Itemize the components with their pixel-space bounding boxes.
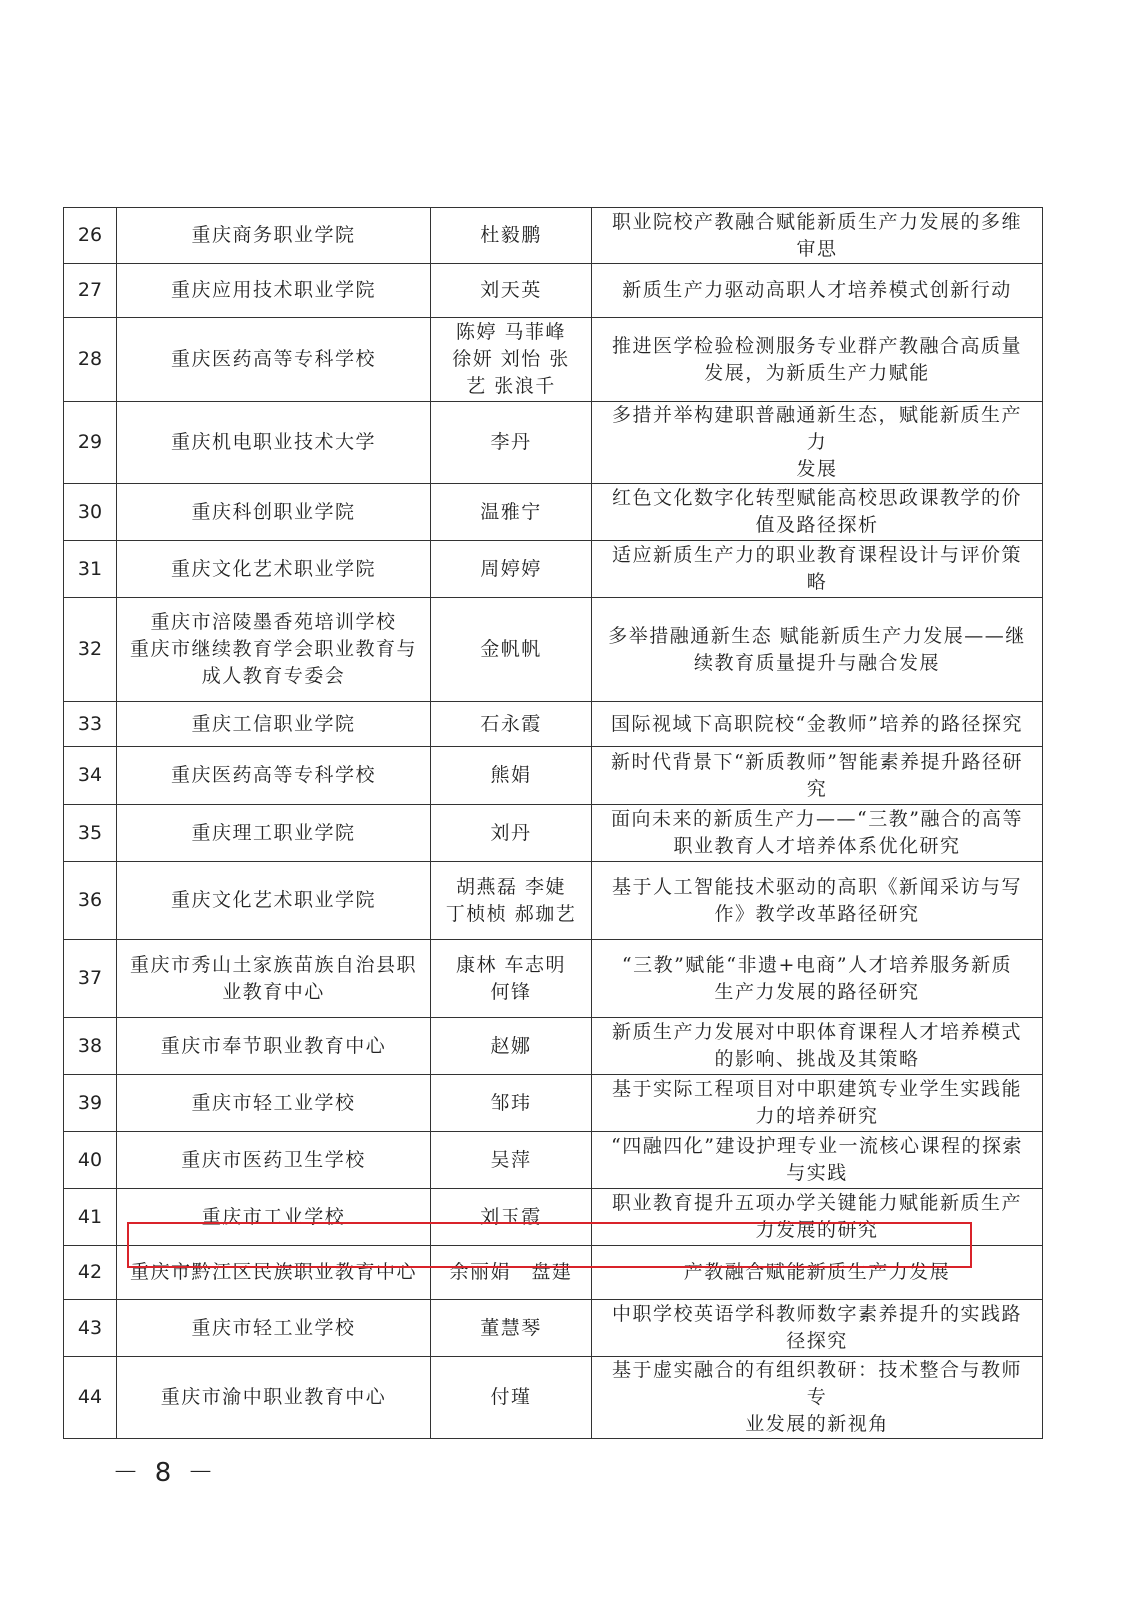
authors-cell: 陈婷 马菲峰 徐妍 刘怡 张 艺 张浪千 bbox=[431, 318, 592, 402]
table-row bbox=[64, 1300, 1043, 1357]
authors-cell: 董慧琴 bbox=[431, 1300, 592, 1357]
row-number-cell: 43 bbox=[64, 1300, 117, 1357]
row-number-cell: 38 bbox=[64, 1018, 117, 1075]
table-body bbox=[64, 208, 1043, 1439]
unit-cell: 重庆文化艺术职业学院 bbox=[117, 862, 431, 940]
unit-cell: 重庆市医药卫生学校 bbox=[117, 1132, 431, 1189]
authors-cell: 温雅宁 bbox=[431, 484, 592, 541]
authors-cell: 邹玮 bbox=[431, 1075, 592, 1132]
row-number-cell: 36 bbox=[64, 862, 117, 940]
authors-cell: 刘玉霞 bbox=[431, 1189, 592, 1246]
title-cell: 产教融合赋能新质生产力发展 bbox=[592, 1246, 1043, 1300]
table-row bbox=[64, 940, 1043, 1018]
table-row bbox=[64, 402, 1043, 484]
row-number-cell: 29 bbox=[64, 402, 117, 484]
table-row bbox=[64, 484, 1043, 541]
table-row bbox=[64, 1018, 1043, 1075]
row-number-cell: 27 bbox=[64, 264, 117, 318]
unit-cell: 重庆科创职业学院 bbox=[117, 484, 431, 541]
row-number-cell: 34 bbox=[64, 747, 117, 805]
table-row bbox=[64, 862, 1043, 940]
title-cell: 基于人工智能技术驱动的高职《新闻采访与写 作》教学改革路径研究 bbox=[592, 862, 1043, 940]
authors-cell: 康林 车志明 何锋 bbox=[431, 940, 592, 1018]
unit-cell: 重庆市轻工业学校 bbox=[117, 1075, 431, 1132]
award-list-table bbox=[63, 207, 1043, 1439]
unit-cell: 重庆医药高等专科学校 bbox=[117, 318, 431, 402]
row-number-cell: 26 bbox=[64, 208, 117, 264]
authors-cell: 杜毅鹏 bbox=[431, 208, 592, 264]
unit-cell: 重庆市黔江区民族职业教育中心 bbox=[117, 1246, 431, 1300]
title-cell: “三教”赋能“非遗+电商”人才培养服务新质 生产力发展的路径研究 bbox=[592, 940, 1043, 1018]
title-cell: 多措并举构建职普融通新生态，赋能新质生产力 发展 bbox=[592, 402, 1043, 484]
unit-cell: 重庆商务职业学院 bbox=[117, 208, 431, 264]
table-row bbox=[64, 1075, 1043, 1132]
row-number-cell: 42 bbox=[64, 1246, 117, 1300]
unit-cell: 重庆文化艺术职业学院 bbox=[117, 541, 431, 598]
title-cell: 职业教育提升五项办学关键能力赋能新质生产 力发展的研究 bbox=[592, 1189, 1043, 1246]
title-cell: 面向未来的新质生产力——“三教”融合的高等 职业教育人才培养体系优化研究 bbox=[592, 805, 1043, 862]
authors-cell: 石永霞 bbox=[431, 702, 592, 747]
table-row bbox=[64, 1189, 1043, 1246]
row-number-cell: 32 bbox=[64, 598, 117, 702]
title-cell: 新时代背景下“新质教师”智能素养提升路径研 究 bbox=[592, 747, 1043, 805]
title-cell: 多举措融通新生态 赋能新质生产力发展——继 续教育质量提升与融合发展 bbox=[592, 598, 1043, 702]
table-row bbox=[64, 318, 1043, 402]
unit-cell: 重庆市轻工业学校 bbox=[117, 1300, 431, 1357]
table-row bbox=[64, 747, 1043, 805]
unit-cell: 重庆市涪陵墨香苑培训学校 重庆市继续教育学会职业教育与 成人教育专委会 bbox=[117, 598, 431, 702]
row-number-cell: 31 bbox=[64, 541, 117, 598]
table-row bbox=[64, 541, 1043, 598]
unit-cell: 重庆市奉节职业教育中心 bbox=[117, 1018, 431, 1075]
table-row bbox=[64, 1357, 1043, 1439]
row-number-cell: 39 bbox=[64, 1075, 117, 1132]
table-row bbox=[64, 208, 1043, 264]
row-number-cell: 44 bbox=[64, 1357, 117, 1439]
title-cell: 红色文化数字化转型赋能高校思政课教学的价 值及路径探析 bbox=[592, 484, 1043, 541]
title-cell: 基于实际工程项目对中职建筑专业学生实践能 力的培养研究 bbox=[592, 1075, 1043, 1132]
authors-cell: 李丹 bbox=[431, 402, 592, 484]
title-cell: 推进医学检验检测服务专业群产教融合高质量 发展，为新质生产力赋能 bbox=[592, 318, 1043, 402]
authors-cell: 刘丹 bbox=[431, 805, 592, 862]
title-cell: “四融四化”建设护理专业一流核心课程的探索 与实践 bbox=[592, 1132, 1043, 1189]
row-number-cell: 40 bbox=[64, 1132, 117, 1189]
row-number-cell: 28 bbox=[64, 318, 117, 402]
unit-cell: 重庆应用技术职业学院 bbox=[117, 264, 431, 318]
table-row bbox=[64, 1246, 1043, 1300]
unit-cell: 重庆理工职业学院 bbox=[117, 805, 431, 862]
unit-cell: 重庆医药高等专科学校 bbox=[117, 747, 431, 805]
unit-cell: 重庆市工业学校 bbox=[117, 1189, 431, 1246]
authors-cell: 吴萍 bbox=[431, 1132, 592, 1189]
table-row bbox=[64, 702, 1043, 747]
unit-cell: 重庆市渝中职业教育中心 bbox=[117, 1357, 431, 1439]
authors-cell: 周婷婷 bbox=[431, 541, 592, 598]
title-cell: 基于虚实融合的有组织教研：技术整合与教师专 业发展的新视角 bbox=[592, 1357, 1043, 1439]
authors-cell: 余丽娟 盘建 bbox=[431, 1246, 592, 1300]
title-cell: 适应新质生产力的职业教育课程设计与评价策 略 bbox=[592, 541, 1043, 598]
table-row bbox=[64, 264, 1043, 318]
row-number-cell: 41 bbox=[64, 1189, 117, 1246]
row-number-cell: 35 bbox=[64, 805, 117, 862]
table-row bbox=[64, 598, 1043, 702]
authors-cell: 刘天英 bbox=[431, 264, 592, 318]
table-row bbox=[64, 805, 1043, 862]
page-number: － 8 － bbox=[112, 1458, 218, 1488]
row-number-cell: 30 bbox=[64, 484, 117, 541]
table-row bbox=[64, 1132, 1043, 1189]
authors-cell: 熊娟 bbox=[431, 747, 592, 805]
title-cell: 职业院校产教融合赋能新质生产力发展的多维 审思 bbox=[592, 208, 1043, 264]
title-cell: 国际视域下高职院校“金教师”培养的路径探究 bbox=[592, 702, 1043, 747]
unit-cell: 重庆市秀山土家族苗族自治县职 业教育中心 bbox=[117, 940, 431, 1018]
authors-cell: 付瑾 bbox=[431, 1357, 592, 1439]
row-number-cell: 37 bbox=[64, 940, 117, 1018]
row-number-cell: 33 bbox=[64, 702, 117, 747]
title-cell: 中职学校英语学科教师数字素养提升的实践路 径探究 bbox=[592, 1300, 1043, 1357]
title-cell: 新质生产力发展对中职体育课程人才培养模式 的影响、挑战及其策略 bbox=[592, 1018, 1043, 1075]
authors-cell: 胡燕磊 李婕 丁桢桢 郝珈艺 bbox=[431, 862, 592, 940]
authors-cell: 金帆帆 bbox=[431, 598, 592, 702]
authors-cell: 赵娜 bbox=[431, 1018, 592, 1075]
unit-cell: 重庆机电职业技术大学 bbox=[117, 402, 431, 484]
title-cell: 新质生产力驱动高职人才培养模式创新行动 bbox=[592, 264, 1043, 318]
unit-cell: 重庆工信职业学院 bbox=[117, 702, 431, 747]
